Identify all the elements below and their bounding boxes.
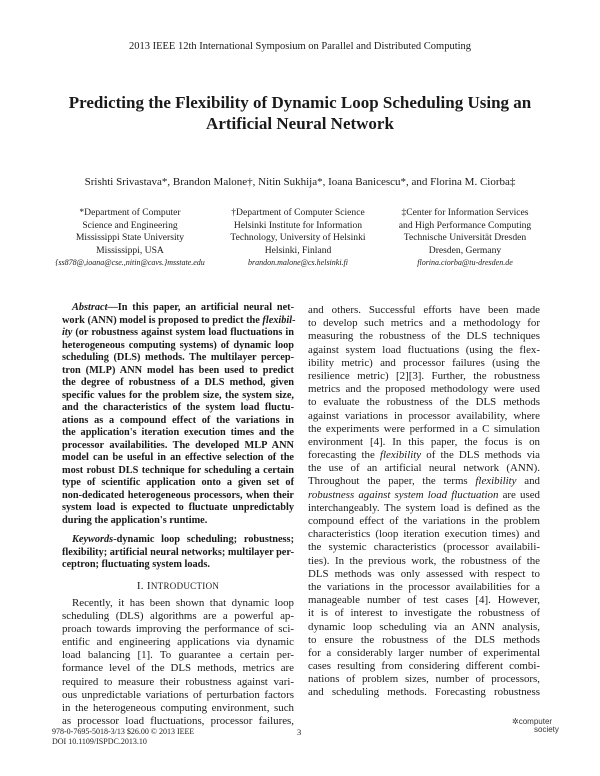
- affiliation-line: Mississippi State University: [75, 232, 185, 244]
- text-line: the experiments were performed in a C simulation: [308, 422, 540, 435]
- text-line: ibility metric) and processor failures (using the: [308, 356, 540, 369]
- author-list: Srishti Srivastava*, Brandon Malone†, Nitin Sukhija*, Ioana Banicescu*, and Florina M. Ciorba‡: [84, 176, 516, 188]
- section-heading: [62, 577, 294, 595]
- text-line: the variations in the processor availabilities for a: [308, 580, 540, 593]
- text-line: and scheduling methods. Forecasting robustness: [308, 686, 540, 699]
- text-line: cases resulting from considering different combi-: [308, 660, 540, 673]
- affiliation-line: Dresden, Germany: [428, 244, 502, 256]
- computer-society-logo: [512, 718, 559, 734]
- affiliation-email: {ss878@,ioana@cse.,nitin@cavs.}msstate.edu: [55, 258, 205, 268]
- section-title-initial: I: [146, 579, 151, 592]
- text-line: ties). In the previous work, the robustness of the: [308, 554, 540, 567]
- isbn-line: 978-0-7695-5018-3/13 $26.00 © 2013 IEEE: [52, 727, 195, 736]
- text-line: to evaluate the robustness of the DLS methods: [308, 396, 540, 409]
- affiliation-line: Helsinki, Finland: [264, 244, 332, 256]
- affiliation-helsinki: [218, 207, 378, 270]
- logo-icon: ✲: [512, 717, 519, 726]
- affiliation-email: brandon.malone@cs.helsinki.fi: [247, 258, 348, 268]
- affiliation-line: †Department of Computer Science: [231, 207, 365, 218]
- paper-title: [60, 92, 540, 134]
- text-line: manageable number of test cases [4]. However,: [308, 594, 540, 607]
- text-line: Keywords-dynamic loop scheduling; robustness;: [72, 534, 294, 545]
- text-line: interchangeably. The system load is defined as the: [308, 501, 540, 514]
- text-line: ceptron; fluctuating system loads.: [62, 559, 210, 570]
- text-line: and the characteristics of the system load fluctu-: [62, 402, 294, 413]
- logo-word: society: [534, 725, 559, 734]
- affiliation-line: Technology, University of Helsinki: [230, 232, 366, 244]
- affiliation-line: Science and Engineering: [82, 219, 178, 231]
- text-line: work (ANN) model is proposed to predict the flexibil-: [62, 314, 296, 326]
- affiliation-line: and High Performance Computing: [398, 219, 532, 231]
- affiliation-email: florina.ciorba@tu-dresden.de: [417, 258, 513, 268]
- text-line: required to measure their robustness against vari-: [62, 675, 294, 688]
- text-line: the systemic characteristics (processor availabili-: [308, 541, 540, 554]
- running-header: 2013 IEEE 12th International Symposium on Parallel and Distributed Computing: [128, 41, 472, 52]
- text-line: characteristics (loop iteration execution times) and: [308, 528, 540, 541]
- text-line: to ensure the robustness of the DLS methods: [308, 633, 540, 646]
- text-line: as processor load fluctuations, processor failures,: [62, 715, 294, 728]
- text-line: forecasting the flexibility of the DLS methods via: [308, 449, 540, 462]
- text-line: Recently, it has been shown that dynamic loop: [72, 596, 294, 609]
- text-line: entific and engineering applications via dynamic: [62, 636, 294, 649]
- text-line: the application's iteration execution times and the: [62, 427, 294, 438]
- logo-word: computer: [518, 717, 553, 726]
- text-line: ations as a compound effect of the variations in: [62, 414, 294, 426]
- text-line: metrics and the proposed methodology were used: [308, 383, 540, 396]
- text-line: ous unpredictable variations of perturbation factors: [62, 688, 294, 701]
- text-line: Abstract—In this paper, an artificial neural net-: [72, 302, 294, 313]
- section-title-rest: NTRODUCTION: [150, 580, 220, 591]
- text-line: most robust DLS technique for scheduling a certain: [62, 464, 294, 476]
- text-line: specific values for the problem size, the system size,: [62, 389, 294, 401]
- section-number: I.: [136, 579, 144, 592]
- text-line: for a considerably larger number of experimental: [308, 646, 540, 659]
- text-line: the use of an artificial neural network (ANN).: [308, 462, 540, 475]
- text-line: flexibility; artificial neural networks; multilayer per-: [62, 546, 294, 558]
- text-line: dynamic loop scheduling via an ANN analysis,: [308, 620, 540, 633]
- text-line: Throughout the paper, the terms flexibility and: [308, 475, 540, 488]
- text-line: heterogeneous computing systems) of dynamic loop: [62, 339, 294, 351]
- affiliation-line: Mississippi, USA: [96, 244, 164, 256]
- text-line: system load is expected to fluctuate unpredictably: [62, 502, 294, 513]
- page-number: 3: [297, 727, 302, 737]
- title-line: Predicting the Flexibility of Dynamic Loop Scheduling Using an: [68, 93, 532, 112]
- keywords: [62, 534, 294, 572]
- text-line: tron (MLP) ANN model has been used to predict: [62, 364, 294, 376]
- text-line: resilience metric) [2][3]. Further, the robustness: [308, 369, 540, 382]
- doi-line: DOI 10.1109/ISPDC.2013.10: [52, 737, 147, 746]
- text-line: in the heterogeneous computing environment, such: [62, 702, 294, 714]
- text-line: non-dedicated heterogeneous processors, when their: [62, 489, 294, 501]
- text-line: and others. Successful efforts have been made: [308, 304, 540, 316]
- footer-copyright: [52, 727, 194, 747]
- affiliation-msu: [55, 207, 205, 270]
- text-line: load balancing [1]. To guarantee a certain per-: [62, 649, 294, 662]
- affiliation-line: ‡Center for Information Services: [401, 207, 529, 218]
- text-line: scheduling (DLS) methods. The multilayer percep-: [62, 352, 294, 363]
- text-line: environment [4]. In this paper, the focus is on: [308, 435, 540, 448]
- abstract: [62, 302, 294, 527]
- text-line: measuring the robustness of the DLS techniques: [308, 330, 540, 343]
- text-line: during the application's runtime.: [62, 514, 208, 526]
- introduction-paragraph-continued: [308, 304, 540, 700]
- text-line: against variations in processor availability, where: [308, 409, 540, 422]
- left-column: [62, 302, 294, 728]
- text-line: model can be useful in an effective selection of the: [62, 452, 294, 463]
- text-line: compound effect of the variations in the problem: [308, 515, 540, 527]
- text-line: the degree of robustness of a DLS method, given: [62, 377, 294, 388]
- text-line: robustness against system load fluctuation are used: [308, 488, 540, 501]
- text-line: scheduling (DLS) algorithms are a powerful ap-: [62, 609, 294, 622]
- text-line: nations of problem sizes, number of processors,: [308, 673, 540, 686]
- affiliation-line: *Department of Computer: [79, 207, 181, 218]
- text-line: it is of interest to investigate the robustness of: [308, 607, 540, 620]
- affiliation-dresden: [380, 207, 550, 270]
- affiliation-line: Helsinki Institute for Information: [233, 219, 363, 231]
- title-line: Artificial Neural Network: [206, 114, 394, 133]
- affiliation-line: Technische Universität Dresden: [403, 232, 527, 244]
- text-line: against system load fluctuations (using the flex-: [308, 343, 540, 356]
- text-line: formance level of the DLS methods, metrics are: [62, 662, 294, 675]
- right-column: [308, 304, 540, 700]
- text-line: ity (or robustness against system load fluctuations in: [62, 327, 294, 338]
- text-line: type of scientific application onto a given set of: [62, 477, 294, 488]
- text-line: processor availabilities. The developed MLP ANN: [62, 439, 294, 451]
- introduction-paragraph: [62, 597, 294, 729]
- text-line: proach towards improving the performance of sci-: [62, 622, 294, 635]
- text-line: to develop such metrics and a methodology for: [308, 317, 540, 330]
- text-line: DLS methods was only assessed with respect to: [308, 567, 540, 580]
